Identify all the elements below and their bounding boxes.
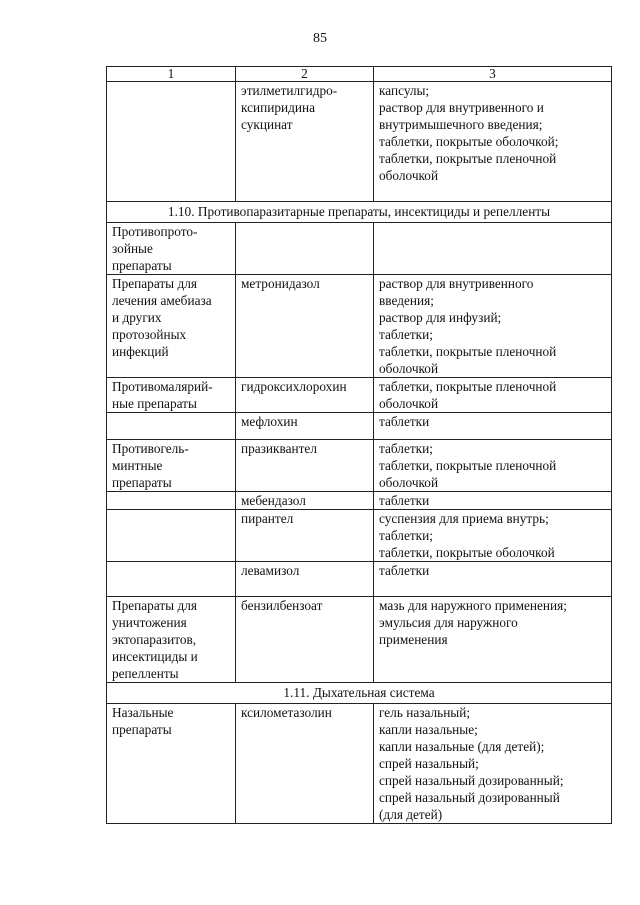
- cell-line: бензилбензоат: [241, 597, 323, 613]
- column-header-1: 1: [107, 67, 236, 82]
- cell-line: препараты: [112, 474, 172, 490]
- cell-line: таблетки, покрытые оболочкой: [379, 544, 555, 560]
- cell-line: минтные: [112, 457, 163, 473]
- column-header-2: 2: [236, 67, 374, 82]
- cell-line: оболочкой: [379, 396, 439, 411]
- cell-line: эмульсия для наружного: [379, 614, 518, 630]
- substance-cell: [236, 703, 374, 823]
- cell-line: инфекций: [112, 344, 169, 359]
- cell-line: таблетки: [379, 562, 430, 578]
- group-cell: [107, 439, 236, 491]
- table-row: [107, 275, 612, 378]
- substance-cell: [236, 82, 374, 202]
- cell-line: инсектициды и: [112, 648, 198, 664]
- cell-line: спрей назальный;: [379, 755, 479, 771]
- cell-line: внутримышечного введения;: [379, 117, 543, 132]
- table-row: [107, 491, 612, 509]
- cell-line: капли назальные (для детей);: [379, 738, 545, 754]
- substance-cell: [236, 596, 374, 682]
- dosage-form-cell: [374, 703, 612, 823]
- cell-line: спрей назальный дозированный: [379, 789, 560, 805]
- cell-line: применения: [379, 631, 448, 647]
- table-row: [107, 82, 612, 202]
- table-row: [107, 703, 612, 823]
- cell-line: таблетки, покрытые пленочной: [379, 379, 557, 394]
- table-row: [107, 413, 612, 440]
- table-row: [107, 596, 612, 682]
- dosage-form-cell: [374, 378, 612, 413]
- dosage-form-cell: [374, 275, 612, 378]
- cell-line: таблетки, покрытые пленочной: [379, 151, 557, 166]
- cell-line: Противомалярий-: [112, 379, 213, 394]
- substance-cell: [236, 561, 374, 596]
- table-row: [107, 378, 612, 413]
- cell-line: Препараты для: [112, 276, 197, 291]
- cell-line: препараты: [112, 721, 172, 737]
- drug-table-body: [107, 67, 612, 824]
- cell-line: таблетки;: [379, 440, 433, 456]
- cell-line: эктопаразитов,: [112, 631, 197, 647]
- cell-line: таблетки, покрытые пленочной: [379, 344, 557, 359]
- table-row: [107, 561, 612, 596]
- group-cell: [107, 223, 236, 275]
- group-cell: [107, 82, 236, 202]
- cell-line: таблетки, покрытые оболочкой;: [379, 134, 559, 149]
- dosage-form-cell: [374, 491, 612, 509]
- cell-line: спрей назальный дозированный;: [379, 772, 564, 788]
- group-cell: [107, 561, 236, 596]
- section-heading-row: [107, 682, 612, 703]
- group-cell: [107, 413, 236, 440]
- substance-cell: [236, 275, 374, 378]
- cell-line: лечения амебиаза: [112, 293, 212, 308]
- cell-line: Противопрото-: [112, 224, 198, 239]
- cell-line: и других: [112, 310, 162, 325]
- cell-line: ные препараты: [112, 396, 197, 411]
- substance-cell: [236, 491, 374, 509]
- column-header-3: 3: [374, 67, 612, 82]
- cell-line: препараты: [112, 258, 172, 273]
- cell-line: этилметилгидро-: [241, 83, 338, 98]
- cell-line: таблетки;: [379, 327, 433, 342]
- substance-cell: [236, 378, 374, 413]
- cell-line: ксипиридина: [241, 100, 316, 115]
- dosage-form-cell: [374, 439, 612, 491]
- group-cell: [107, 378, 236, 413]
- cell-line: гидроксихлорохин: [241, 379, 347, 394]
- cell-line: уничтожения: [112, 614, 187, 630]
- cell-line: левамизол: [241, 562, 300, 578]
- cell-line: Препараты для: [112, 597, 197, 613]
- cell-line: капли назальные;: [379, 721, 478, 737]
- cell-line: мазь для наружного применения;: [379, 597, 567, 613]
- dosage-form-cell: [374, 509, 612, 561]
- page-number: 85: [313, 31, 327, 46]
- section-heading-row: [107, 202, 612, 223]
- cell-line: мефлохин: [241, 414, 298, 429]
- cell-line: сукцинат: [241, 117, 293, 132]
- cell-line: Противогель-: [112, 440, 189, 456]
- cell-line: гель назальный;: [379, 704, 471, 720]
- cell-line: введения;: [379, 293, 434, 308]
- cell-line: метронидазол: [241, 276, 320, 291]
- cell-line: таблетки: [379, 492, 430, 508]
- dosage-form-cell: [374, 596, 612, 682]
- cell-line: оболочкой: [379, 361, 439, 376]
- cell-line: капсулы;: [379, 83, 430, 98]
- cell-line: таблетки, покрытые пленочной: [379, 457, 557, 473]
- cell-line: пирантел: [241, 510, 294, 526]
- cell-line: мебендазол: [241, 492, 306, 508]
- section-heading: 1.10. Противопаразитарные препараты, инсектициды и репелленты: [107, 202, 612, 223]
- cell-line: таблетки;: [379, 527, 433, 543]
- group-cell: [107, 703, 236, 823]
- dosage-form-cell: [374, 82, 612, 202]
- cell-line: таблетки: [379, 414, 430, 429]
- cell-line: раствор для внутривенного: [379, 276, 534, 291]
- cell-line: оболочкой: [379, 168, 439, 183]
- substance-cell: [236, 223, 374, 275]
- table-row: [107, 509, 612, 561]
- cell-line: Назальные: [112, 704, 174, 720]
- cell-line: празиквантел: [241, 440, 317, 456]
- table-row: [107, 439, 612, 491]
- cell-line: зойные: [112, 241, 153, 256]
- group-cell: [107, 509, 236, 561]
- cell-line: оболочкой: [379, 474, 439, 490]
- table-header-row: [107, 67, 612, 82]
- cell-line: протозойных: [112, 327, 187, 342]
- cell-line: (для детей): [379, 806, 443, 822]
- dosage-form-cell: [374, 561, 612, 596]
- substance-cell: [236, 439, 374, 491]
- table-row: [107, 223, 612, 275]
- cell-line: ксилометазолин: [241, 704, 332, 720]
- substance-cell: [236, 509, 374, 561]
- cell-line: раствор для внутривенного и: [379, 100, 544, 115]
- cell-line: репелленты: [112, 665, 179, 681]
- dosage-form-cell: [374, 223, 612, 275]
- group-cell: [107, 596, 236, 682]
- cell-line: раствор для инфузий;: [379, 310, 502, 325]
- section-heading: 1.11. Дыхательная система: [107, 682, 612, 703]
- group-cell: [107, 491, 236, 509]
- substance-cell: [236, 413, 374, 440]
- drug-table: [106, 66, 612, 824]
- group-cell: [107, 275, 236, 378]
- dosage-form-cell: [374, 413, 612, 440]
- cell-line: суспензия для приема внутрь;: [379, 510, 549, 526]
